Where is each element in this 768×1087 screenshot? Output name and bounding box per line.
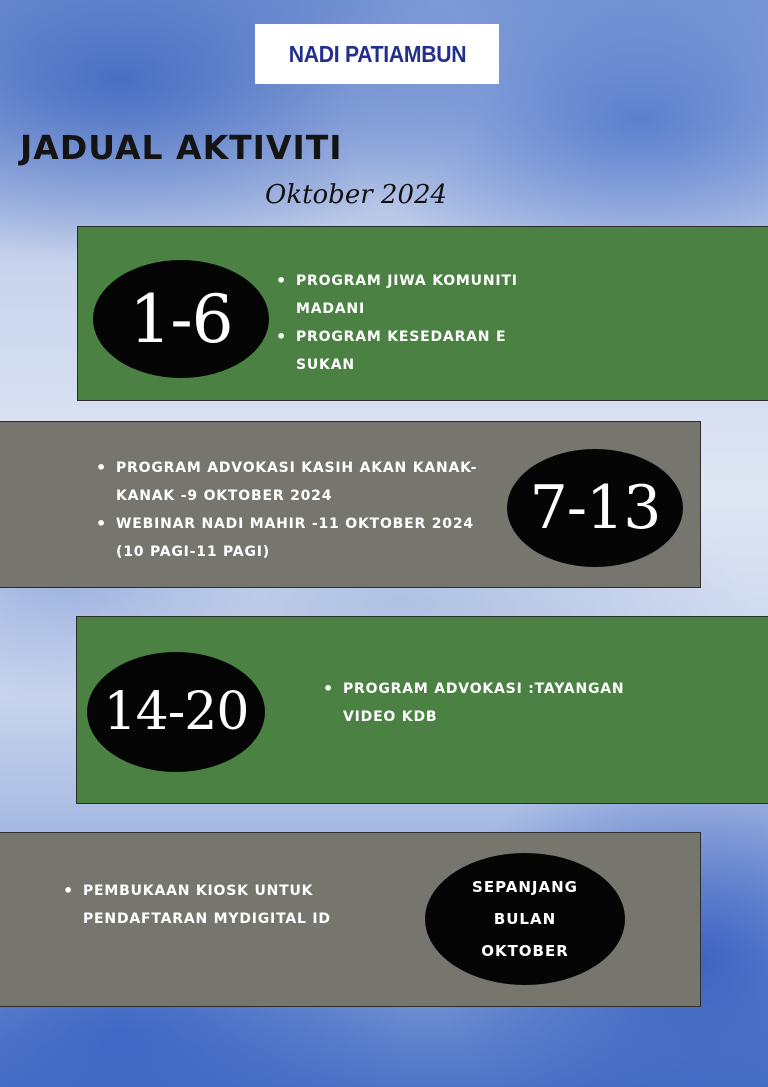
schedule-band-1 [77, 226, 768, 401]
period-oval [425, 853, 625, 985]
brand-name: NADI PATIAMBUN [288, 40, 466, 67]
period-oval [507, 449, 683, 567]
period-label: 14-20 [103, 682, 249, 742]
period-oval [87, 652, 265, 772]
list-item: • PEMBUKAAN KIOSK UNTUK PENDAFTARAN MYDIGITAL ID [63, 877, 363, 933]
list-item: • PROGRAM ADVOKASI :TAYANGAN VIDEO KDB [323, 675, 633, 731]
activity-list [96, 454, 486, 566]
activity-list [323, 675, 633, 731]
period-label: 1-6 [129, 280, 233, 358]
list-item: • PROGRAM JIWA KOMUNITI MADANI [276, 267, 566, 323]
activity-list [63, 877, 363, 933]
page-title: JADUAL AKTIVITI [20, 128, 343, 167]
period-label: 7-13 [529, 473, 661, 543]
period-label: SEPANJANG BULAN OKTOBER [472, 878, 578, 960]
activity-list [276, 267, 566, 379]
brand-box [255, 24, 499, 84]
list-item: • PROGRAM ADVOKASI KASIH AKAN KANAK-KANAK -9 OKTOBER 2024 [96, 454, 486, 510]
period-oval [93, 260, 269, 378]
schedule-band-3 [76, 616, 768, 804]
schedule-band-2 [0, 421, 701, 588]
schedule-band-4 [0, 832, 701, 1007]
page-subtitle: Oktober 2024 [265, 180, 448, 210]
list-item: • WEBINAR NADI MAHIR -11 OKTOBER 2024 (10 PAGI-11 PAGI) [96, 510, 486, 566]
list-item: • PROGRAM KESEDARAN E SUKAN [276, 323, 566, 379]
